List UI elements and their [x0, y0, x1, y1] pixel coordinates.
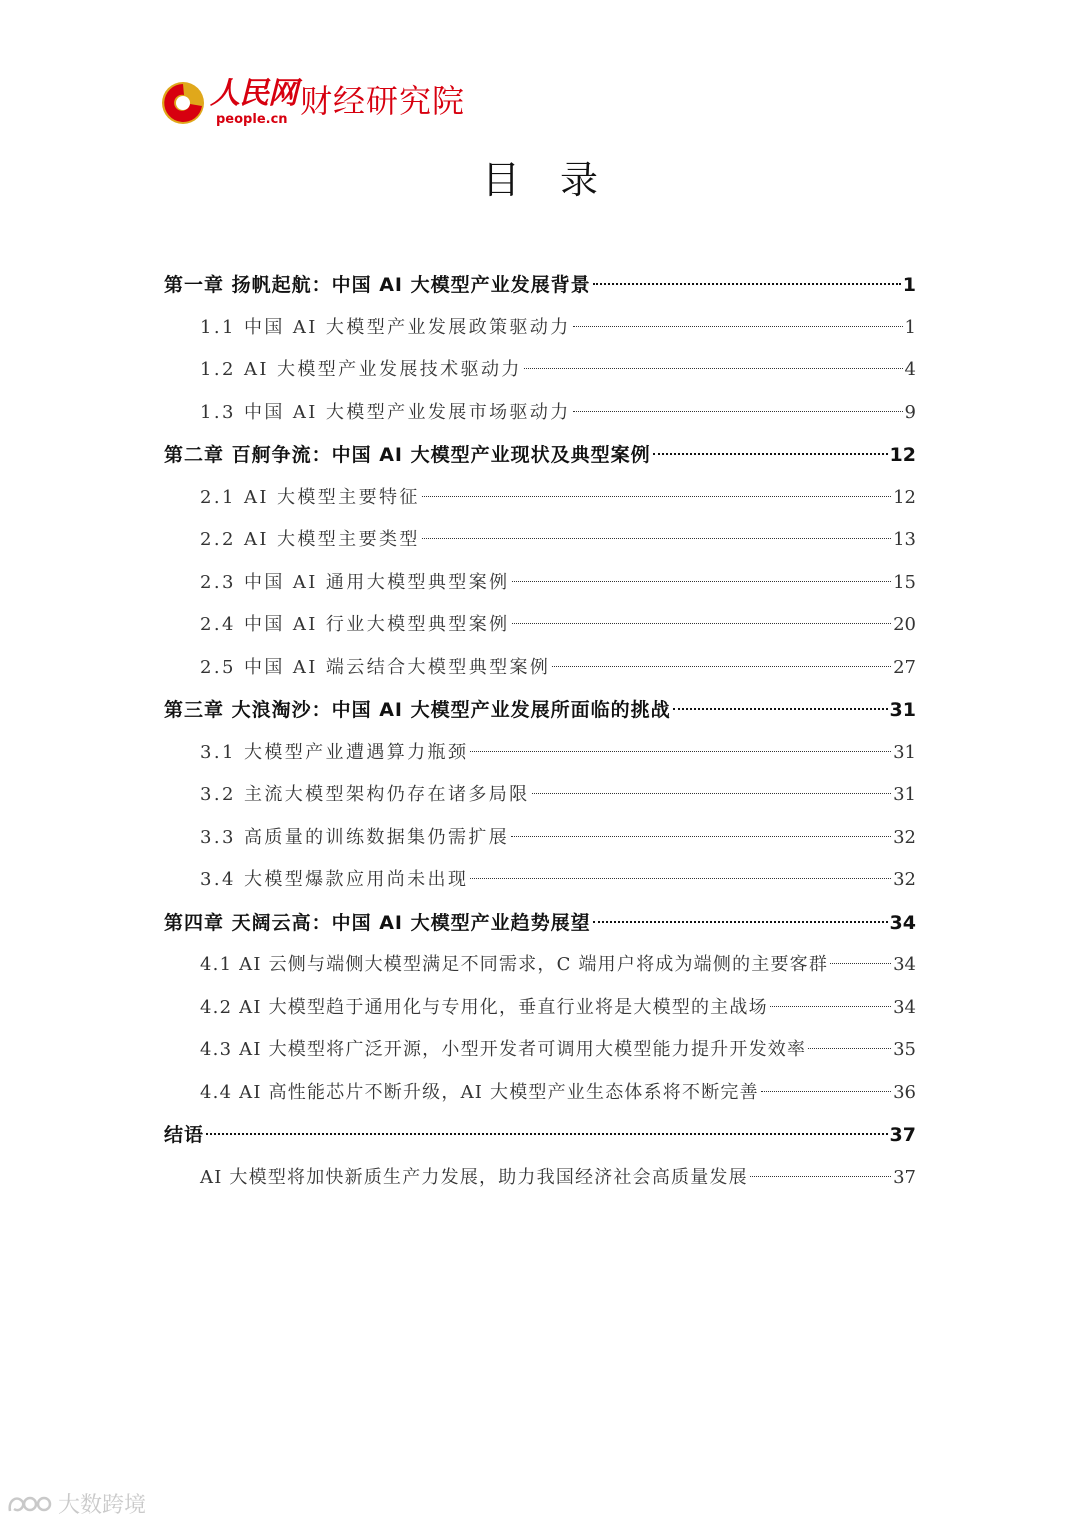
toc-page-number: 34: [893, 996, 916, 1018]
brand-name: 人民网: [210, 76, 297, 111]
toc-leader-dots: [511, 836, 891, 837]
toc-entry-label: 4.2 AI 大模型趋于通用化与专用化，垂直行业将是大模型的主战场: [200, 996, 768, 1018]
watermark-text: 大数跨境: [58, 1493, 147, 1518]
toc-leader-dots: [673, 708, 888, 710]
toc-page-number: 31: [893, 784, 916, 805]
header-logo: [160, 76, 500, 132]
toc-page-number: 12: [889, 444, 916, 466]
toc-entry-label: 1.1 中国 AI 大模型产业发展政策驱动力: [200, 316, 571, 338]
toc-entry-label: 2.2 AI 大模型主要类型: [200, 529, 420, 550]
toc-entry-label: 4.1 AI 云侧与端侧大模型满足不同需求，C 端用户将成为端侧的主要客群: [200, 954, 829, 975]
toc-page-number: 32: [893, 869, 916, 890]
toc-section-entry[interactable]: [164, 1029, 916, 1072]
toc-page-number: 37: [893, 1166, 916, 1188]
toc-entry-label: 3.3 高质量的训练数据集仍需扩展: [200, 826, 510, 848]
toc-section-entry[interactable]: [164, 732, 916, 775]
toc-section-entry[interactable]: [164, 349, 916, 392]
toc-section-entry[interactable]: [164, 817, 916, 860]
toc-page-number: 13: [893, 529, 916, 550]
toc-leader-dots: [653, 453, 888, 455]
toc-page-number: 34: [889, 911, 916, 934]
toc-leader-dots: [573, 326, 903, 327]
toc-page-number: 35: [893, 1039, 916, 1060]
toc-entry-label: 4.4 AI 高性能芯片不断升级，AI 大模型产业生态体系将不断完善: [200, 1081, 759, 1103]
toc-entry-label: 4.3 AI 大模型将广泛开源，小型开发者可调用大模型能力提升开发效率: [200, 1039, 807, 1060]
toc-leader-dots: [422, 496, 891, 497]
toc-chapter-entry[interactable]: [164, 902, 916, 945]
watermark: [6, 1488, 146, 1519]
toc-section-entry[interactable]: [164, 774, 916, 817]
toc-entry-label: AI 大模型将加快新质生产力发展，助力我国经济社会高质量发展: [200, 1166, 748, 1188]
toc-chapter-entry[interactable]: [164, 689, 916, 732]
toc-entry-label: 第二章 百舸争流：中国 AI 大模型产业现状及典型案例: [164, 444, 651, 466]
toc-leader-dots: [422, 538, 891, 539]
toc-page-number: 1: [904, 316, 916, 338]
toc-leader-dots: [470, 878, 891, 879]
toc-leader-dots: [750, 1176, 891, 1177]
table-of-contents: [164, 264, 916, 1199]
toc-section-entry[interactable]: [164, 987, 916, 1030]
institute-name: 财经研究院: [300, 82, 466, 120]
toc-chapter-entry[interactable]: [164, 434, 916, 477]
toc-section-entry[interactable]: [164, 307, 916, 350]
toc-entry-label: 2.5 中国 AI 端云结合大模型典型案例: [200, 656, 551, 678]
toc-entry-label: 1.2 AI 大模型产业发展技术驱动力: [200, 359, 522, 380]
toc-leader-dots: [808, 1048, 891, 1049]
toc-leader-dots: [593, 921, 888, 923]
toc-page-number: 20: [893, 614, 916, 635]
watermark-logo-icon: [6, 1491, 54, 1517]
toc-page-number: 34: [893, 954, 916, 975]
toc-entry-label: 第一章 扬帆起航：中国 AI 大模型产业发展背景: [164, 274, 591, 296]
toc-section-entry[interactable]: [164, 1072, 916, 1115]
toc-section-entry[interactable]: [164, 392, 916, 435]
toc-entry-label: 3.4 大模型爆款应用尚未出现: [200, 869, 469, 890]
toc-section-entry[interactable]: [164, 519, 916, 562]
toc-section-entry[interactable]: [164, 1157, 916, 1200]
toc-leader-dots: [830, 963, 891, 964]
toc-page-number: 36: [893, 1081, 916, 1103]
toc-entry-label: 2.1 AI 大模型主要特征: [200, 486, 420, 508]
toc-page-number: 4: [904, 359, 916, 380]
toc-leader-dots: [206, 1133, 888, 1135]
toc-entry-label: 第三章 大浪淘沙：中国 AI 大模型产业发展所面临的挑战: [164, 699, 671, 721]
toc-page-number: 32: [893, 826, 916, 848]
toc-section-entry[interactable]: [164, 477, 916, 520]
toc-entry-label: 2.3 中国 AI 通用大模型典型案例: [200, 571, 510, 593]
toc-section-entry[interactable]: [164, 647, 916, 690]
toc-chapter-entry[interactable]: [164, 264, 916, 307]
toc-leader-dots: [593, 283, 901, 285]
toc-page-number: 37: [889, 1124, 916, 1146]
toc-leader-dots: [552, 666, 891, 667]
toc-leader-dots: [770, 1006, 891, 1007]
toc-leader-dots: [470, 751, 891, 752]
toc-section-entry[interactable]: [164, 562, 916, 605]
toc-page-number: 27: [893, 656, 916, 678]
toc-leader-dots: [573, 411, 903, 412]
people-daily-logo-icon: [160, 80, 206, 126]
toc-leader-dots: [512, 623, 892, 624]
toc-page-number: 12: [893, 486, 916, 508]
toc-page-number: 31: [889, 699, 916, 721]
toc-leader-dots: [532, 793, 892, 794]
toc-chapter-entry[interactable]: [164, 1114, 916, 1157]
page-title: 目录: [481, 158, 638, 202]
toc-page-number: 31: [893, 741, 916, 763]
toc-page-number: 15: [893, 571, 916, 593]
toc-section-entry[interactable]: [164, 859, 916, 902]
toc-section-entry[interactable]: [164, 604, 916, 647]
toc-entry-label: 结语: [164, 1124, 205, 1146]
toc-leader-dots: [524, 368, 903, 369]
toc-page-number: 9: [904, 401, 916, 423]
toc-entry-label: 3.1 大模型产业遭遇算力瓶颈: [200, 741, 469, 763]
brand-url: people.cn: [216, 112, 288, 127]
toc-leader-dots: [512, 581, 892, 582]
toc-entry-label: 3.2 主流大模型架构仍存在诸多局限: [200, 784, 530, 805]
toc-entry-label: 2.4 中国 AI 行业大模型典型案例: [200, 614, 510, 635]
toc-page-number: 1: [902, 274, 916, 296]
toc-entry-label: 第四章 天阔云高：中国 AI 大模型产业趋势展望: [164, 911, 591, 934]
toc-leader-dots: [761, 1091, 891, 1092]
toc-section-entry[interactable]: [164, 944, 916, 987]
toc-entry-label: 1.3 中国 AI 大模型产业发展市场驱动力: [200, 401, 571, 423]
